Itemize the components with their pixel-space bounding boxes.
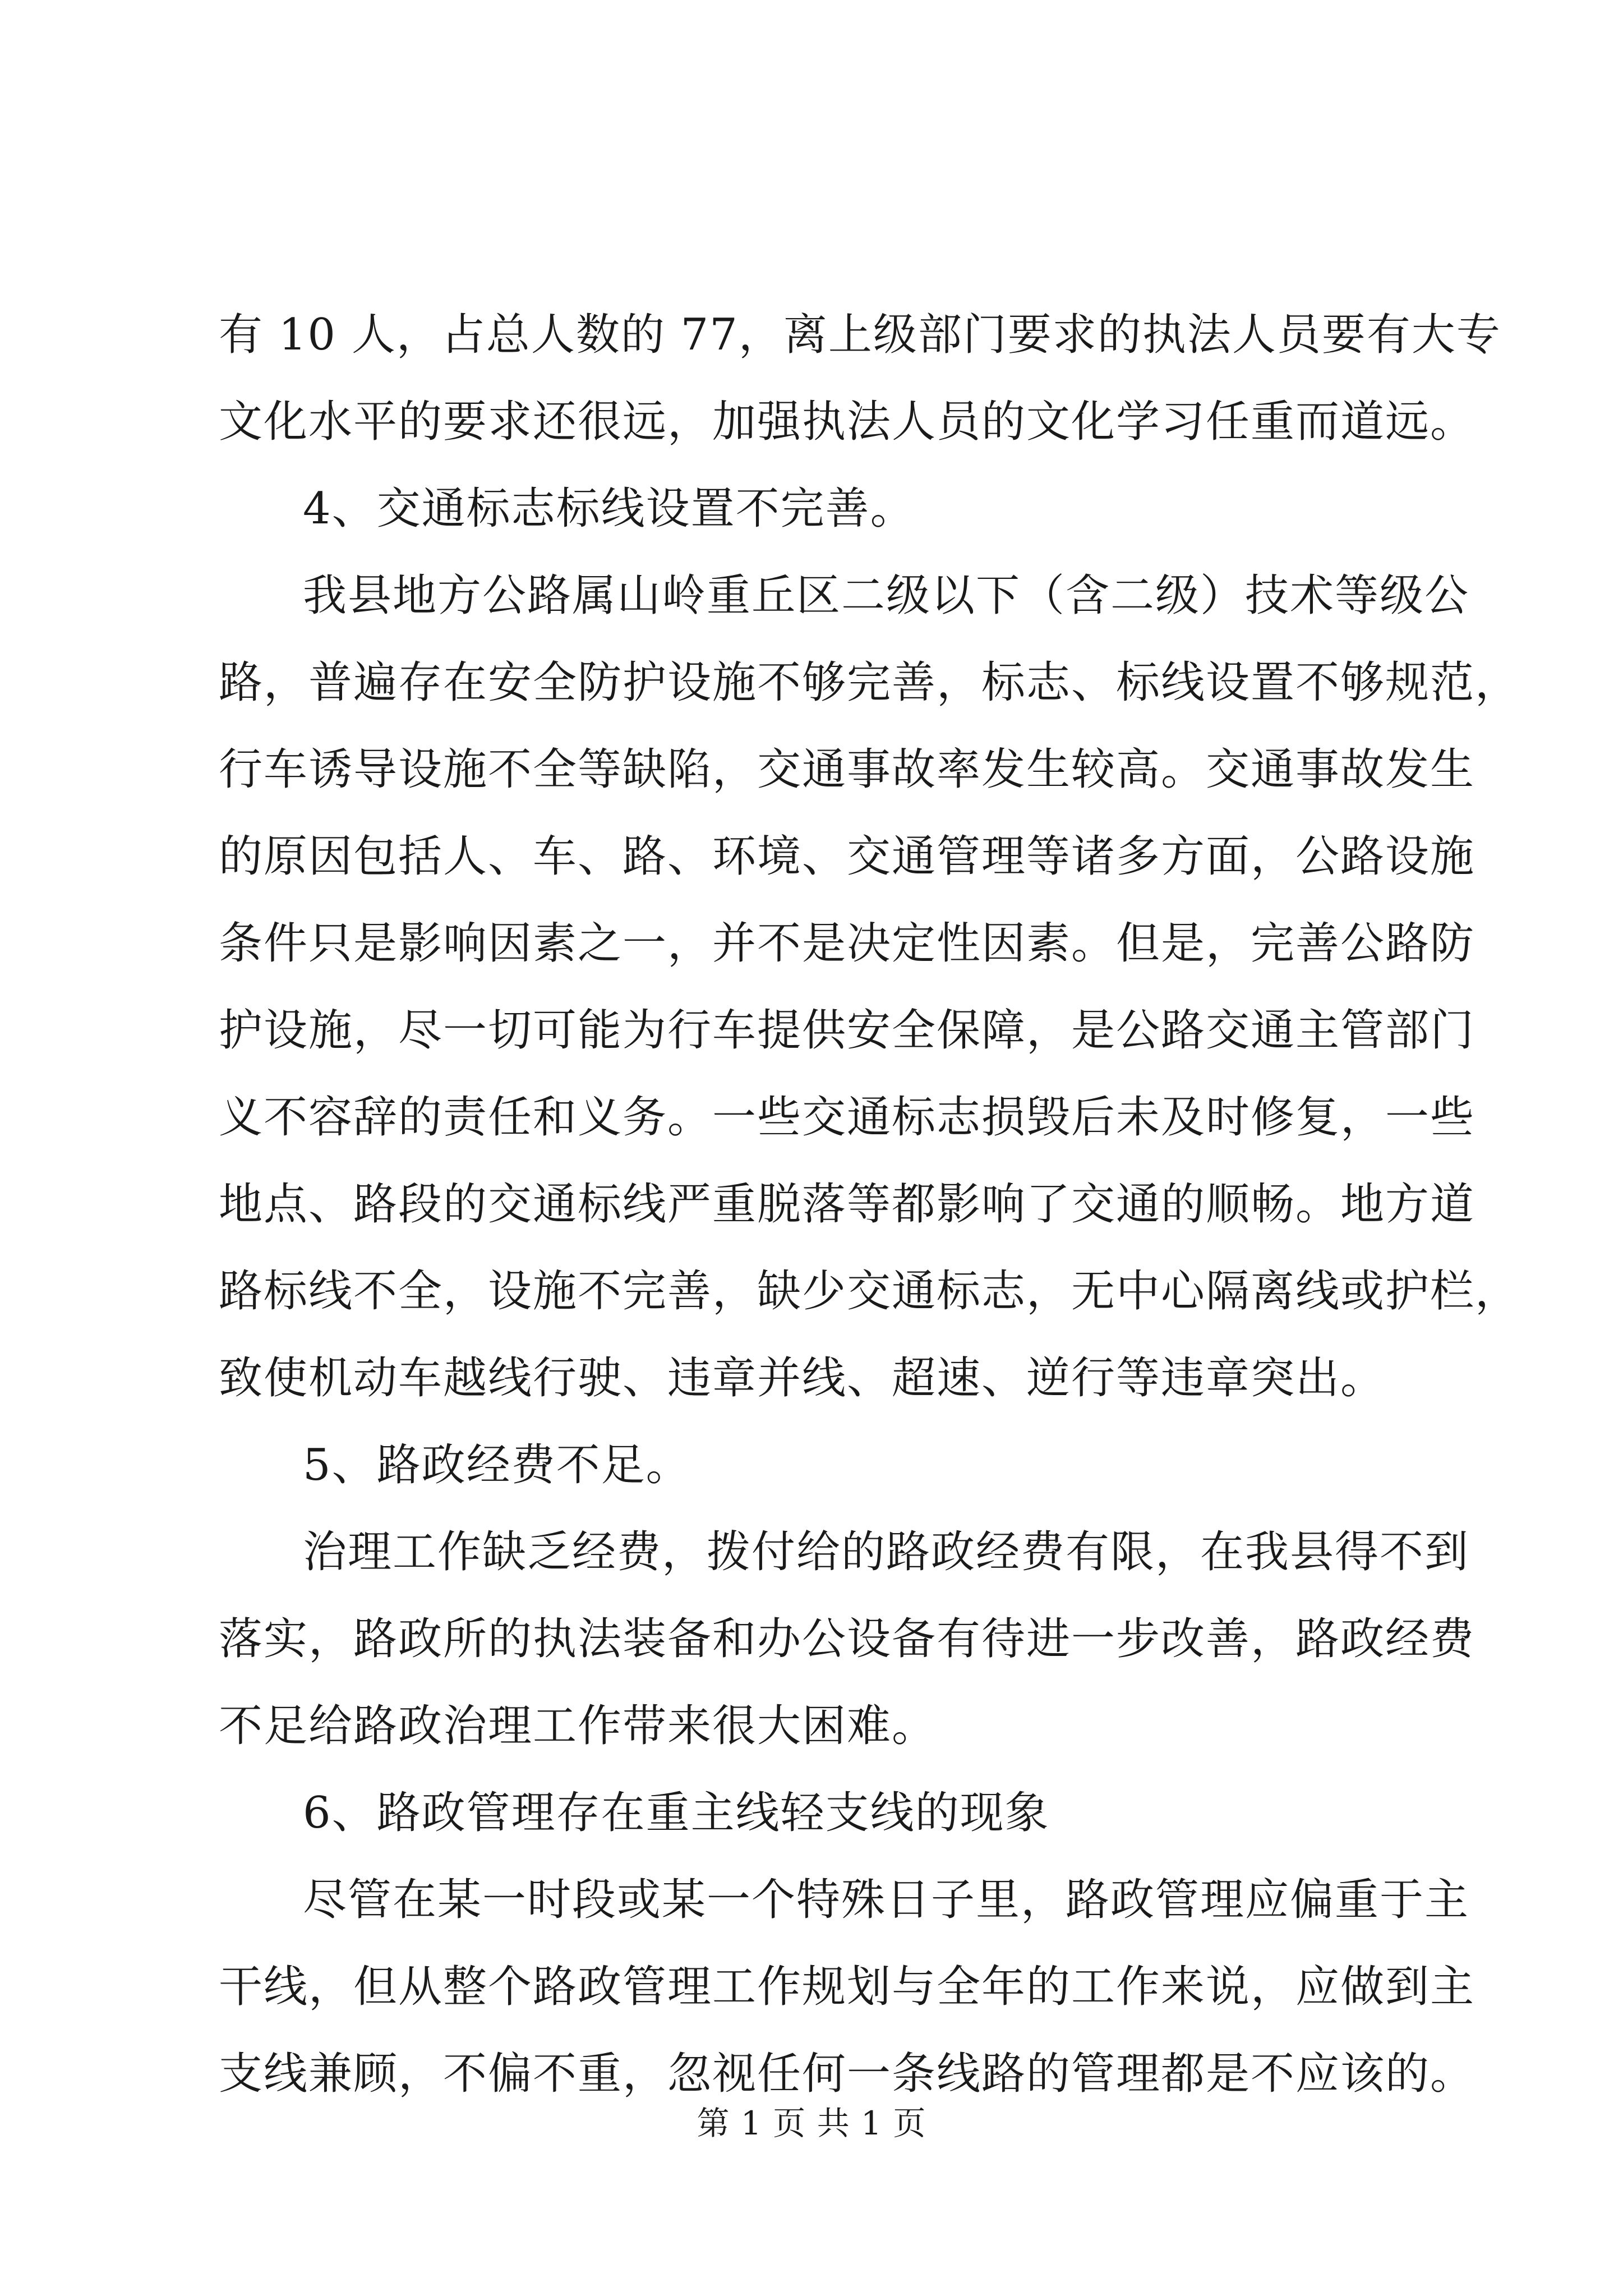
- text-line: 有 10 人，占总人数的 77，离上级部门要求的执法人员要有大专: [219, 310, 1501, 360]
- text-line: 护设施，尽一切可能为行车提供安全保障，是公路交通主管部门: [219, 1005, 1476, 1056]
- text-line: 我县地方公路属山岭重丘区二级以下（含二级）技术等级公: [303, 570, 1470, 621]
- text-line: 尽管在某一时段或某一个特殊日子里，路政管理应偏重于主: [303, 1875, 1470, 1925]
- text-line: 落实，路政所的执法装备和办公设备有待进一步改善，路政经费: [219, 1614, 1476, 1664]
- text-line: 地点、路段的交通标线严重脱落等都影响了交通的顺畅。地方道: [219, 1179, 1476, 1230]
- text-line: 治理工作缺乏经费，拨付给的路政经费有限，在我县得不到: [303, 1527, 1470, 1577]
- text-line: 干线，但从整个路政管理工作规划与全年的工作来说，应做到主: [219, 1962, 1476, 2012]
- text-line: 不足给路政治理工作带来很大困难。: [219, 1701, 937, 1751]
- page-footer: [0, 2101, 1623, 2146]
- text-line: 行车诱导设施不全等缺陷，交通事故率发生较高。交通事故发生: [219, 744, 1476, 795]
- text-line: 支线兼顾，不偏不重，忽视任何一条线路的管理都是不应该的。: [219, 2049, 1476, 2099]
- text-line: 路，普遍存在安全防护设施不够完善，标志、标线设置不够规范，: [219, 657, 1520, 708]
- section-heading: 4、交通标志标线设置不完善。: [303, 484, 915, 534]
- page-number: 第 1 页 共 1 页: [697, 2104, 926, 2142]
- text-line: 义不容辞的责任和义务。一些交通标志损毁后未及时修复，一些: [219, 1092, 1476, 1143]
- text-line: 的原因包括人、车、路、环境、交通管理等诸多方面，公路设施: [219, 831, 1476, 882]
- section-heading: 5、路政经费不足。: [303, 1440, 691, 1490]
- text-line: 致使机动车越线行驶、违章并线、超速、逆行等违章突出。: [219, 1353, 1386, 1404]
- text-line: 文化水平的要求还很远，加强执法人员的文化学习任重而道远。: [219, 397, 1476, 447]
- text-line: 条件只是影响因素之一，并不是决定性因素。但是，完善公路防: [219, 918, 1476, 969]
- section-heading: 6、路政管理存在重主线轻支线的现象: [303, 1788, 1050, 1838]
- document-body: [219, 292, 1520, 2118]
- text-line: 路标线不全，设施不完善，缺少交通标志，无中心隔离线或护栏，: [219, 1266, 1520, 1317]
